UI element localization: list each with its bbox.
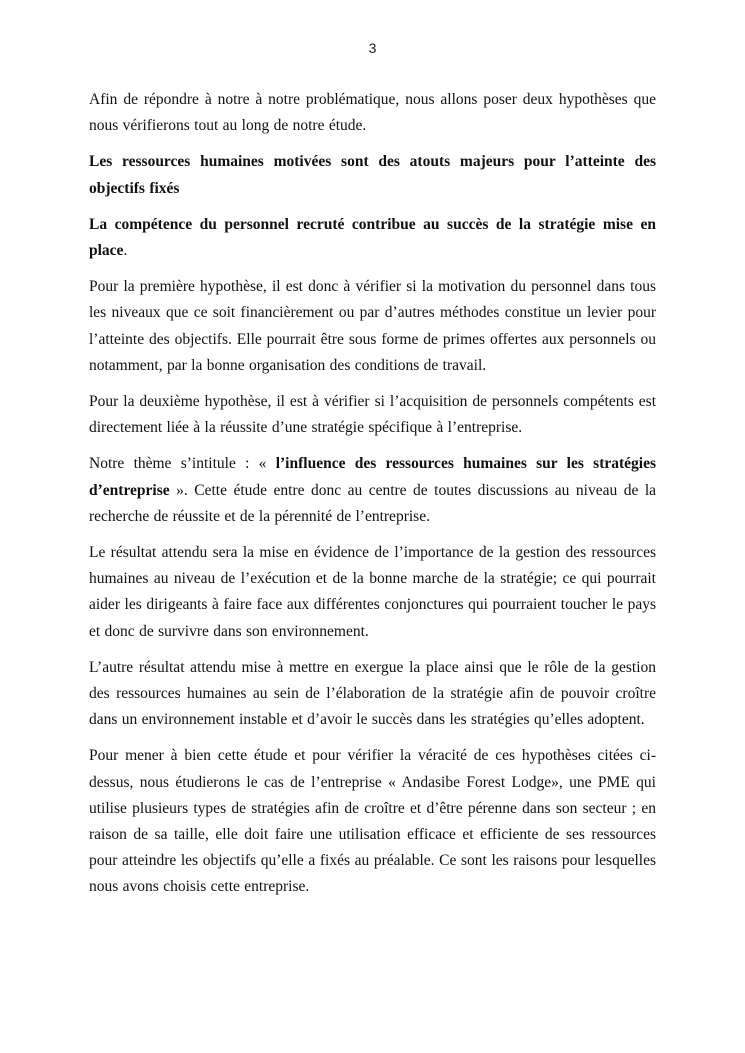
paragraph [89,212,656,264]
text-segment: Pour la deuxième hypothèse, il est à vérifier si l’acquisition de personnels compétents est directement liée à la réussite d’une stratégie spécifique à l’entreprise. [89,393,656,437]
text-segment: Le résultat attendu sera la mise en évidence de l’importance de la gestion des ressources humaines au niveau de l’exécution et de la bonne marche de la stratégie; ce qui pourrait aider les dirigeants à faire face aux différentes conjonctures qui pourraient toucher le pays et donc de survivre dans son environnement. [89,544,656,640]
text-segment: L’autre résultat attendu mise à mettre en exergue la place ainsi que le rôle de la gestion des ressources humaines au sein de l’élaboration de la stratégie afin de pouvoir croître dans un environnement instable et d’avoir le succès dans les stratégies qu’elles adoptent. [89,658,656,729]
paragraph [89,743,656,900]
paragraph [89,655,656,734]
paragraph [89,87,656,139]
paragraph [89,540,656,645]
bold-text-segment: La compétence du personnel recruté contribue au succès de la stratégie mise en place [89,215,656,260]
bold-text-segment: Les ressources humaines motivées sont des atouts majeurs pour l’atteinte des objectifs fixés [89,153,656,197]
text-segment: Pour mener à bien cette étude et pour vérifier la véracité de ces hypothèses citées ci-dessus, nous étudierons le cas de l’entreprise « Andasibe Forest Lodge», une PME qui utilise plusieurs types de stratégies afin de croître et d’être pérenne dans son secteur ; en raison de sa taille, elle doit faire une utilisation efficace et efficiente de ses ressources pour atteindre les objectifs qu’elle a fixés au préalable. Ce sont les raisons pour lesquelles nous avons choisis cette entreprise. [89,747,656,896]
bold-text-segment: l’influence des ressources humaines sur les stratégies d’entreprise [89,455,657,499]
text-segment: . [123,242,128,260]
paragraph [89,274,656,379]
paragraph [89,389,656,441]
paragraph [89,451,656,530]
text-segment: Notre thème s’intitule : « [89,455,276,473]
paragraph [89,149,656,201]
text-segment: ». Cette étude entre donc au centre de toutes discussions au niveau de la recherche de réussite et de la pérennité de l’entreprise. [89,481,656,525]
text-segment: Pour la première hypothèse, il est donc à vérifier si la motivation du personnel dans tous les niveaux que ce soit financièrement ou par d’autres méthodes constitue un levier pour l’atteinte des objectifs. Elle pourrait être sous forme de primes offertes aux personnels ou notamment, par la bonne organisation des conditions de travail. [89,278,656,374]
text-segment: Afin de répondre à notre à notre problématique, nous allons poser deux hypothèses que nous vérifierons tout au long de notre étude. [89,91,656,135]
document-content [89,87,656,901]
page-number: 3 [368,40,377,56]
